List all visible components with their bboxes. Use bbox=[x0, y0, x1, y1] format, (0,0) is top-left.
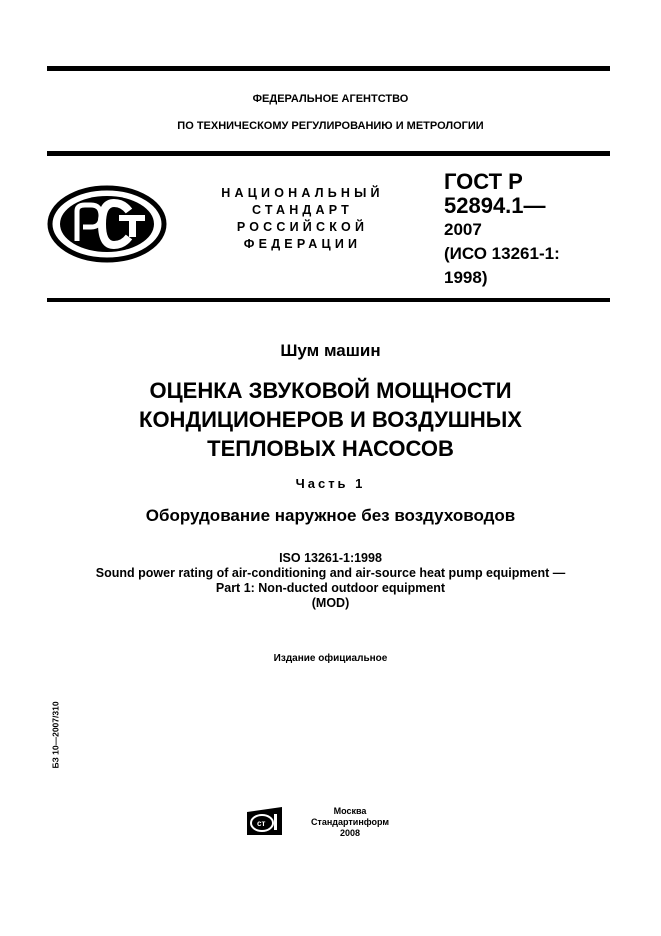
main-title bbox=[0, 376, 661, 463]
national-standard-line: СТАНДАРТ bbox=[252, 203, 353, 217]
top-rule bbox=[47, 66, 610, 71]
designation-number: 52894.1— bbox=[444, 193, 546, 218]
part-title: Оборудование наружное без воздуховодов bbox=[145, 506, 516, 525]
svg-text:ст: ст bbox=[257, 819, 266, 828]
subject-title: Шум машин bbox=[280, 341, 381, 360]
rst-gost-logo-icon bbox=[47, 185, 167, 263]
designation-year: 2007 bbox=[444, 220, 482, 239]
publisher-info bbox=[305, 806, 395, 839]
designation-iso: (ИСО 13261-1: bbox=[444, 244, 560, 263]
part-label: Часть 1 bbox=[295, 476, 366, 491]
main-title-line: ОЦЕНКА ЗВУКОВОЙ МОЩНОСТИ bbox=[149, 378, 512, 403]
national-standard-line: НАЦИОНАЛЬНЫЙ bbox=[221, 186, 384, 200]
iso-modification: (MOD) bbox=[311, 596, 350, 610]
publisher-year: 2008 bbox=[339, 828, 361, 838]
standard-bottom-rule bbox=[47, 298, 610, 302]
national-standard-line: ФЕДЕРАЦИИ bbox=[243, 237, 362, 251]
national-standard-line: РОССИЙСКОЙ bbox=[236, 220, 369, 234]
side-code bbox=[40, 690, 70, 785]
main-title-line: ТЕПЛОВЫХ НАСОСОВ bbox=[207, 436, 454, 461]
main-title-line: КОНДИЦИОНЕРОВ И ВОЗДУШНЫХ bbox=[139, 407, 522, 432]
publisher-name: Стандартинформ bbox=[310, 817, 390, 827]
agency-line-1: ФЕДЕРАЛЬНОЕ АГЕНТСТВО bbox=[252, 93, 409, 105]
iso-title-line-2: Part 1: Non-ducted outdoor equipment bbox=[215, 581, 446, 595]
side-code-text: БЗ 10—2007/310 bbox=[50, 701, 61, 769]
designation-iso-year: 1998) bbox=[444, 268, 488, 287]
agency-line-2: ПО ТЕХНИЧЕСКОМУ РЕГУЛИРОВАНИЮ И МЕТРОЛОГИИ bbox=[177, 120, 484, 132]
designation-gost: ГОСТ Р bbox=[444, 169, 523, 194]
publisher-city: Москва bbox=[333, 806, 367, 816]
edition-label: Издание официальное bbox=[273, 653, 388, 664]
standartinform-logo-icon bbox=[246, 806, 284, 836]
iso-title-line-1: Sound power rating of air-conditioning and air-source heat pump equipment — bbox=[95, 566, 566, 580]
national-standard-label bbox=[205, 185, 400, 253]
standard-designation bbox=[444, 170, 560, 290]
iso-reference bbox=[0, 551, 661, 611]
agency-bottom-rule bbox=[47, 151, 610, 156]
iso-code: ISO 13261-1:1998 bbox=[279, 551, 382, 565]
